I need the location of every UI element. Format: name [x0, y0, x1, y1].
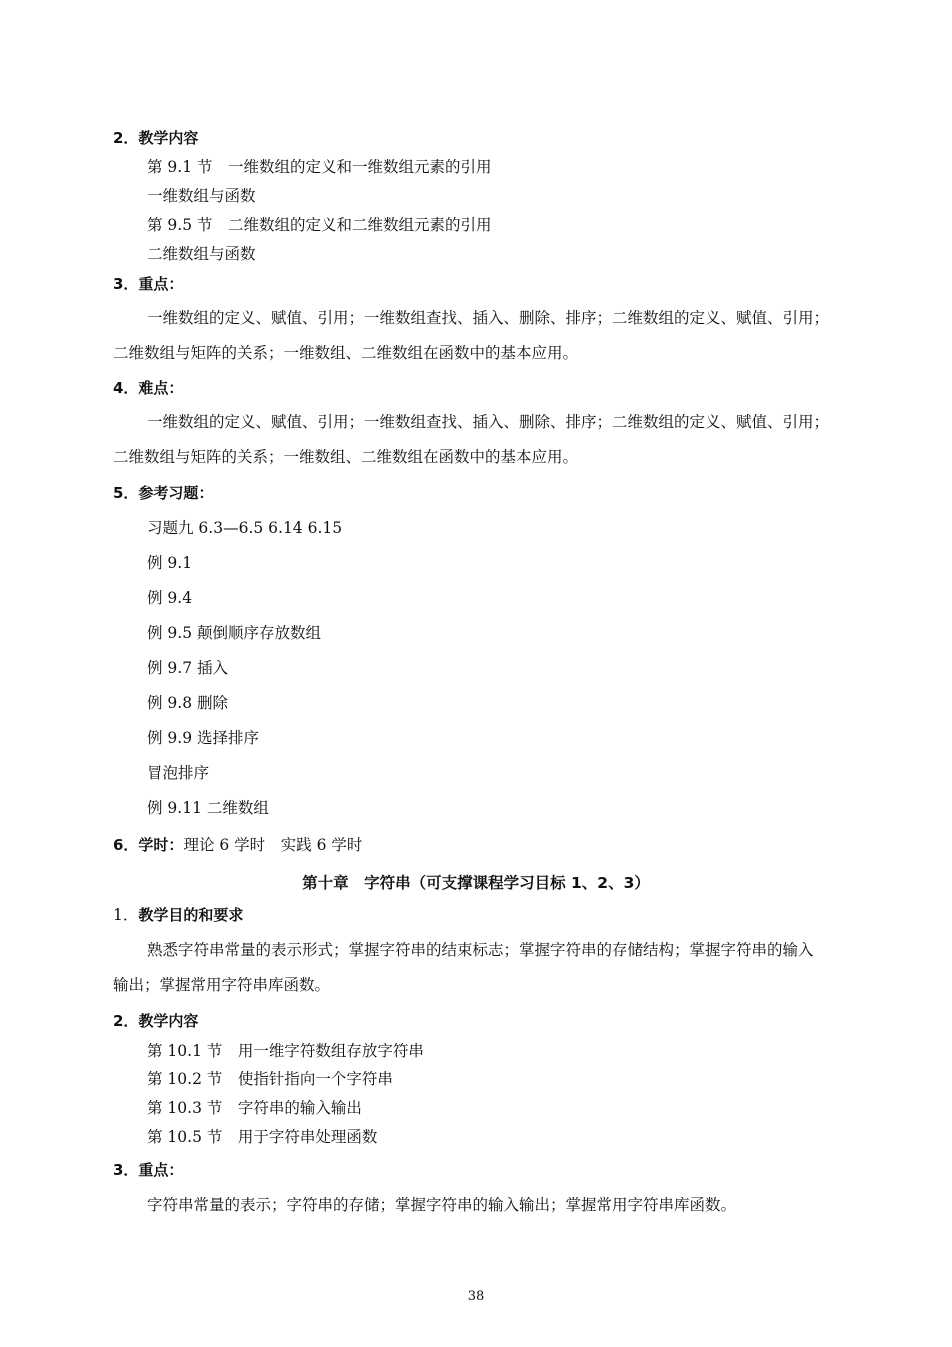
content-item: 一维数组与函数: [147, 187, 256, 205]
content-item: 第 10.5 节 用于字符串处理函数: [147, 1128, 378, 1146]
content-item: 第 9.1 节 一维数组的定义和一维数组元素的引用: [147, 158, 492, 176]
section-heading-key-points: 3．重点：: [113, 275, 184, 293]
section-heading-difficult-points: 4．难点：: [113, 379, 184, 397]
content-item: 二维数组与函数: [147, 245, 256, 263]
page-number: 38: [467, 1289, 485, 1304]
exercise-item: 例 9.5 颠倒顺序存放数组: [147, 624, 322, 642]
paragraph-line: 二维数组与矩阵的关系；一维数组、二维数组在函数中的基本应用。: [113, 448, 579, 466]
exercise-item: 例 9.7 插入: [147, 659, 229, 677]
chapter-title: 第十章 字符串（可支撑课程学习目标 1、2、3）: [302, 874, 650, 892]
paragraph-line: 一维数组的定义、赋值、引用；一维数组查找、插入、删除、排序；二维数组的定义、赋值、引用；: [147, 413, 830, 431]
section-heading-goals: [113, 905, 243, 925]
section-heading-content: 2．教学内容: [113, 129, 199, 147]
paragraph-line: 字符串常量的表示；字符串的存储；掌握字符串的输入输出；掌握常用字符串库函数。: [147, 1196, 737, 1214]
content-item: 第 9.5 节 二维数组的定义和二维数组元素的引用: [147, 216, 492, 234]
section-heading-exercises: 5．参考习题：: [113, 484, 214, 502]
exercise-item: 例 9.11 二维数组: [147, 799, 269, 817]
goals-heading-number: 1．: [113, 906, 139, 924]
content-item: 第 10.2 节 使指针指向一个字符串: [147, 1070, 393, 1088]
paragraph-line: 熟悉字符串常量的表示形式；掌握字符串的结束标志；掌握字符串的存储结构；掌握字符串的输入: [147, 941, 814, 959]
exercise-item: 习题九 6.3—6.5 6.14 6.15: [147, 519, 343, 537]
exercise-item: 例 9.8 删除: [147, 694, 229, 712]
paragraph-line: 一维数组的定义、赋值、引用；一维数组查找、插入、删除、排序；二维数组的定义、赋值、引用；: [147, 309, 830, 327]
hours-label: 6．学时：: [113, 836, 184, 854]
hours-text: 理论 6 学时 实践 6 学时: [183, 836, 363, 854]
content-item: 第 10.3 节 字符串的输入输出: [147, 1099, 362, 1117]
paragraph-line: 二维数组与矩阵的关系；一维数组、二维数组在函数中的基本应用。: [113, 344, 579, 362]
exercise-item: 冒泡排序: [147, 764, 210, 782]
content-item: 第 10.1 节 用一维字符数组存放字符串: [147, 1042, 424, 1060]
section-heading-key-points: 3．重点：: [113, 1161, 184, 1179]
hours-line: [113, 835, 362, 855]
paragraph-line: 输出；掌握常用字符串库函数。: [113, 976, 331, 994]
exercise-item: 例 9.4: [147, 589, 193, 607]
exercise-item: 例 9.9 选择排序: [147, 729, 260, 747]
section-heading-content: 2．教学内容: [113, 1012, 199, 1030]
exercise-item: 例 9.1: [147, 554, 193, 572]
goals-heading-text: 教学目的和要求: [138, 906, 244, 924]
